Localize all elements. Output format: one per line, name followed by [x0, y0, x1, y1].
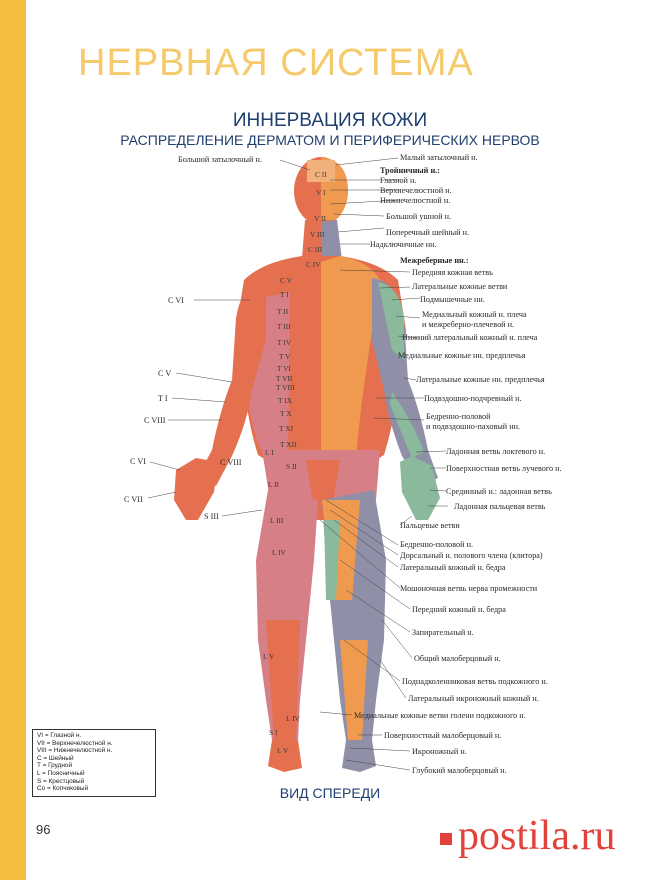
label-medial-crural: Медиальные кожные ветви голени подкожного н.: [354, 711, 526, 720]
view-label: ВИД СПЕРЕДИ: [279, 785, 381, 801]
neck-grey: [321, 220, 342, 262]
label-deep-peroneal: Глубокий малоберцовый н.: [412, 766, 507, 775]
legend-item: T = Грудной: [37, 762, 73, 770]
segment-c2: C II: [315, 170, 327, 179]
label-lateral-sural: Латеральный икроножный кожный н.: [408, 694, 539, 703]
segment-v2: V II: [314, 214, 326, 223]
legend-item: S = Крестцовый: [37, 777, 85, 785]
foot-left: [268, 740, 302, 772]
segment-t10: T X: [280, 409, 292, 418]
segment-t7: T VII: [276, 374, 293, 383]
label-lateral-antebrachial: Латеральные кожные нн. предплечья: [416, 375, 545, 384]
diagram-title: ИННЕРВАЦИЯ КОЖИ: [232, 110, 428, 131]
label-lateral-cutaneous: Латеральные кожные ветви: [412, 282, 508, 291]
legend-item: Co = Копчиковый: [37, 785, 89, 793]
label-iliohypogastric: Подвздошно-подчревный н.: [424, 394, 522, 403]
label-medial-brachial-2: и межреберно-плечевой н.: [422, 320, 515, 329]
segment-t3: T III: [277, 322, 291, 331]
segment-s1: S I: [269, 728, 278, 737]
segment-t1: T I: [280, 290, 289, 299]
hand-left: [174, 458, 218, 520]
page-number: 96: [36, 822, 51, 837]
legend-item: L = Поясничный: [37, 769, 85, 777]
label-ophthalmic: Глазной н.: [380, 176, 417, 185]
label-genitofemoral: Бедренно-половой н.: [400, 540, 474, 549]
label-infrapatellar: Поднадколенниковая ветвь подкожного н.: [402, 677, 548, 686]
label-genitofemoral-2: и подвздошно-паховый нн.: [426, 422, 521, 431]
label-s3: S III: [204, 512, 219, 521]
page-title: НЕРВНАЯ СИСТЕМА: [78, 42, 474, 84]
label-great-auricular: Большой ушной н.: [386, 212, 452, 221]
watermark-dot-icon: [440, 833, 452, 845]
label-c5-arm: C V: [158, 369, 172, 378]
legend-item: VIII = Нижнечелюстной н.: [37, 747, 113, 755]
segment-l5: L V: [263, 652, 275, 661]
label-axillary: Подмышечные нн.: [420, 295, 485, 304]
label-c8-forearm: C VIII: [144, 416, 166, 425]
label-intercostal: Межреберные нн.:: [400, 256, 469, 265]
foot-right: [342, 740, 376, 772]
label-ulnar-palmar: Ладонная ветвь локтевого н.: [446, 447, 546, 456]
segment-l2: L II: [268, 480, 280, 489]
diagram-subtitle: РАСПРЕДЕЛЕНИЕ ДЕРМАТОМ И ПЕРИФЕРИЧЕСКИХ НЕРВОВ: [120, 132, 540, 148]
segment-t8: T VIII: [276, 383, 295, 392]
segment-l4: L IV: [272, 548, 286, 557]
segment-t9: T IX: [278, 396, 293, 405]
label-c6-shoulder: C VI: [168, 296, 184, 305]
segment-t12: T XII: [280, 440, 297, 449]
segment-t6: T VI: [277, 364, 291, 373]
label-lateral-femoral: Латеральный кожный н. бедра: [400, 563, 506, 572]
label-median-palmar: Срединный н.: ладонная ветвь: [446, 487, 552, 496]
segment-l5b: L V: [277, 746, 289, 755]
legend-item: C = Шейный: [37, 754, 74, 762]
segment-t5: T V: [279, 352, 291, 361]
segment-c5: C V: [280, 276, 292, 285]
label-lesser-occipital: Малый затылочный н.: [400, 153, 478, 162]
segment-t4: T IV: [277, 338, 292, 347]
label-scrotal-perineal: Мошоночная ветвь нерва промежности: [400, 584, 538, 593]
label-mandibular: Нижнечелюстной н.: [380, 196, 451, 205]
label-c8-hand: C VIII: [220, 458, 242, 467]
label-medial-brachial-1: Медиальный кожный н. плеча: [422, 310, 527, 319]
label-genitofemoral-1: Бедренно-половой: [426, 412, 491, 421]
label-trigeminal: Тройничный н.:: [380, 166, 440, 175]
watermark: [440, 812, 615, 860]
segment-v1: V I: [316, 188, 326, 197]
segment-c4: C IV: [306, 260, 321, 269]
label-t1-arm: T I: [158, 394, 168, 403]
label-common-peroneal: Общий малоберцовый н.: [414, 654, 501, 663]
label-transverse-cervical: Поперечный шейный н.: [386, 228, 470, 237]
label-c6-hand: C VI: [130, 457, 146, 466]
segment-t2: T II: [277, 307, 289, 316]
label-supraclavicular: Надключичные нн.: [370, 240, 437, 249]
segment-l4b: L IV: [286, 714, 300, 723]
segment-c3: C III: [308, 245, 323, 254]
label-maxillary: Верхнечелюстной н.: [380, 186, 452, 195]
label-anterior-femoral: Передний кожный н. бедра: [412, 605, 506, 614]
legend-item: VII = Верхнечелюстной н.: [37, 739, 113, 747]
label-sural: Икроножный н.: [412, 747, 467, 756]
segment-l1: L I: [265, 448, 274, 457]
label-anterior-cutaneous: Передняя кожная ветвь: [412, 268, 493, 277]
segment-l3: L III: [270, 516, 284, 525]
segment-t11: T XI: [279, 424, 294, 433]
label-radial-superficial: Поверхностная ветвь лучевого н.: [446, 464, 562, 473]
label-inferior-lateral-brachial: Нижний латеральный кожный н. плеча: [402, 333, 538, 342]
legend-item: VI = Глазной н.: [37, 732, 82, 739]
label-c7-hand: C VII: [124, 495, 143, 504]
label-medial-antebrachial: Медиальные кожные нн. предплечья: [398, 351, 526, 360]
label-superficial-peroneal: Поверхностный малоберцовый н.: [384, 731, 502, 740]
watermark-text: postila.ru: [458, 813, 616, 859]
segment-s2: S II: [286, 462, 297, 471]
label-obturator: Запирательный н.: [412, 628, 474, 637]
hand-right: [400, 456, 440, 520]
label-palmar-digital: Ладонная пальцевая ветвь: [454, 502, 546, 511]
label-digital: Пальцевые ветви: [400, 521, 460, 530]
segment-v3: V III: [310, 230, 325, 239]
label-dorsal-penis: Дорсальный н. полового члена (клитора): [400, 551, 543, 560]
label-greater-occipital: Большой затылочный н.: [178, 155, 262, 164]
